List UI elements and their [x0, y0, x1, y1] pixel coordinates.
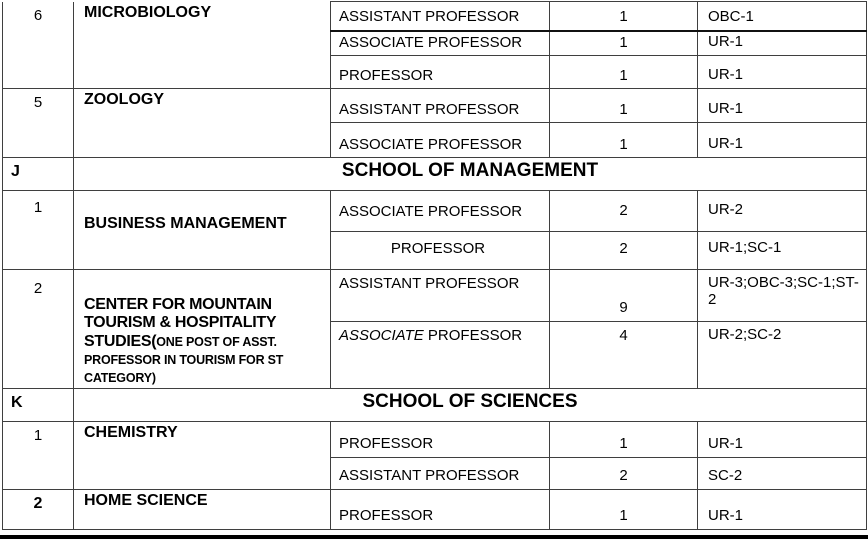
post-count-cell: 1	[550, 489, 698, 529]
department-cell: BUSINESS MANAGEMENT	[74, 190, 331, 269]
designation-cell: PROFESSOR	[331, 231, 550, 269]
serial-cell: 1	[3, 190, 74, 269]
department-name: CENTER FOR MOUNTAIN TOURISM & HOSPITALITY STUDIES(	[84, 295, 276, 350]
designation-cell: ASSOCIATE PROFESSOR	[331, 31, 550, 56]
post-count-cell: 1	[550, 122, 698, 157]
serial-cell: 1	[3, 421, 74, 489]
school-title-cell: SCHOOL OF MANAGEMENT	[74, 157, 867, 190]
post-count-cell: 1	[550, 88, 698, 122]
designation-cell: ASSOCIATE PROFESSOR	[331, 122, 550, 157]
category-cell: UR-1	[698, 31, 867, 56]
post-count-cell: 1	[550, 421, 698, 457]
designation-cell: ASSISTANT PROFESSOR	[331, 457, 550, 489]
designation-cell: ASSISTANT PROFESSOR	[331, 269, 550, 321]
designation-cell: ASSISTANT PROFESSOR	[331, 88, 550, 122]
post-count-cell: 2	[550, 457, 698, 489]
category-cell: UR-1	[698, 55, 867, 88]
category-cell: UR-1	[698, 489, 867, 529]
category-cell: UR-1	[698, 88, 867, 122]
department-cell: HOME SCIENCE	[74, 489, 331, 529]
section-letter-cell: K	[3, 388, 74, 421]
category-cell: UR-2;SC-2	[698, 321, 867, 388]
post-count-cell: 9	[550, 269, 698, 321]
post-count-cell: 4	[550, 321, 698, 388]
category-cell: UR-1	[698, 421, 867, 457]
category-cell: SC-2	[698, 457, 867, 489]
school-title-cell: SCHOOL OF SCIENCES	[74, 388, 867, 421]
bottom-edge-bar	[0, 535, 868, 539]
department-cell: ZOOLOGY	[74, 88, 331, 157]
designation-cell: PROFESSOR	[331, 421, 550, 457]
category-cell: UR-1	[698, 122, 867, 157]
category-cell: UR-1;SC-1	[698, 231, 867, 269]
designation-cell: PROFESSOR	[331, 489, 550, 529]
designation-italic-part: ASSOCIATE	[339, 326, 424, 344]
serial-cell: 5	[3, 88, 74, 157]
serial-cell: 2	[3, 269, 74, 388]
serial-cell: 2	[3, 489, 74, 529]
department-note: ONE POST OF ASST. PROFESSOR IN TOURISM FOR ST CATEGORY)	[84, 334, 284, 386]
post-count-cell: 1	[550, 31, 698, 56]
post-count-cell: 2	[550, 190, 698, 231]
post-count-cell: 2	[550, 231, 698, 269]
designation-cell	[331, 321, 550, 388]
designation-cell: ASSOCIATE PROFESSOR	[331, 190, 550, 231]
designation-regular-part: PROFESSOR	[427, 326, 523, 344]
category-cell: UR-2	[698, 190, 867, 231]
post-count-cell: 1	[550, 55, 698, 88]
category-cell: OBC-1	[698, 2, 867, 31]
department-cell	[74, 269, 331, 388]
department-cell: MICROBIOLOGY	[74, 2, 331, 89]
designation-cell: PROFESSOR	[331, 55, 550, 88]
post-count-cell: 1	[550, 2, 698, 31]
department-cell: CHEMISTRY	[74, 421, 331, 489]
vacancy-table	[2, 1, 867, 530]
designation-cell: ASSISTANT PROFESSOR	[331, 2, 550, 31]
serial-cell: 6	[3, 2, 74, 89]
section-letter-cell: J	[3, 157, 74, 190]
category-cell: UR-3;OBC-3;SC-1;ST-2	[698, 269, 867, 321]
